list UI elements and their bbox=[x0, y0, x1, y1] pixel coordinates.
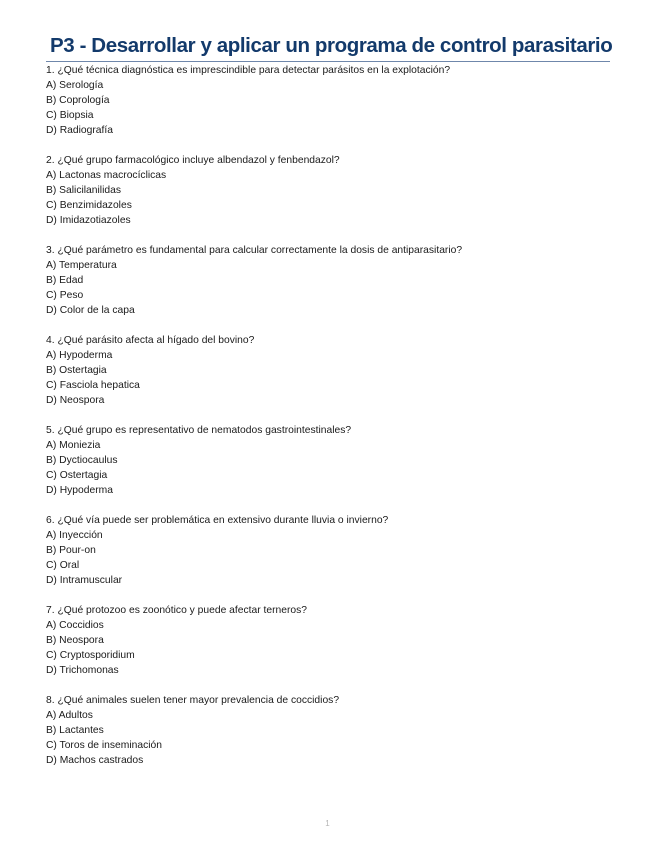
option-a: A) Serología bbox=[46, 80, 104, 91]
option-a: A) Lactonas macrocíclicas bbox=[46, 170, 167, 181]
option-a: A) Adultos bbox=[46, 710, 93, 721]
answer-options bbox=[46, 438, 616, 498]
option-b: B) Coprología bbox=[46, 95, 110, 106]
option-d: D) Machos castrados bbox=[46, 755, 144, 766]
question-text: 8. ¿Qué animales suelen tener mayor prevalencia de coccidios? bbox=[46, 695, 340, 706]
option-c: C) Cryptosporidium bbox=[46, 650, 135, 661]
question-4 bbox=[46, 333, 616, 408]
option-a: A) Hypoderma bbox=[46, 350, 113, 361]
answer-options bbox=[46, 78, 616, 138]
question-text: 6. ¿Qué vía puede ser problemática en extensivo durante lluvia o invierno? bbox=[46, 515, 389, 526]
answer-options bbox=[46, 528, 616, 588]
title-underline bbox=[46, 61, 610, 62]
option-c: C) Benzimidazoles bbox=[46, 200, 132, 211]
option-b: B) Edad bbox=[46, 275, 84, 286]
page-number: 1 bbox=[325, 819, 330, 828]
question-1 bbox=[46, 63, 616, 138]
option-d: D) Color de la capa bbox=[46, 305, 135, 316]
option-a: A) Coccidios bbox=[46, 620, 104, 631]
answer-options bbox=[46, 708, 616, 768]
question-6 bbox=[46, 513, 616, 588]
option-b: B) Neospora bbox=[46, 635, 104, 646]
option-c: C) Ostertagia bbox=[46, 470, 108, 481]
option-a: A) Inyección bbox=[46, 530, 103, 541]
option-d: D) Imidazotiazoles bbox=[46, 215, 131, 226]
question-list bbox=[46, 63, 616, 783]
option-a: A) Temperatura bbox=[46, 260, 117, 271]
option-d: D) Neospora bbox=[46, 395, 105, 406]
question-text: 1. ¿Qué técnica diagnóstica es imprescindible para detectar parásitos en la explotación? bbox=[46, 65, 451, 76]
question-7 bbox=[46, 603, 616, 678]
option-d: D) Intramuscular bbox=[46, 575, 123, 586]
question-text: 4. ¿Qué parásito afecta al hígado del bovino? bbox=[46, 335, 255, 346]
option-c: C) Toros de inseminación bbox=[46, 740, 162, 751]
option-c: C) Oral bbox=[46, 560, 80, 571]
question-5 bbox=[46, 423, 616, 498]
question-3 bbox=[46, 243, 616, 318]
question-text: 7. ¿Qué protozoo es zoonótico y puede afectar terneros? bbox=[46, 605, 308, 616]
answer-options bbox=[46, 168, 616, 228]
question-text: 3. ¿Qué parámetro es fundamental para calcular correctamente la dosis de antiparasitario? bbox=[46, 245, 463, 256]
option-c: C) Peso bbox=[46, 290, 84, 301]
option-d: D) Radiografía bbox=[46, 125, 113, 136]
question-text: 2. ¿Qué grupo farmacológico incluye albendazol y fenbendazol? bbox=[46, 155, 340, 166]
question-2 bbox=[46, 153, 616, 228]
option-b: B) Pour-on bbox=[46, 545, 96, 556]
question-8 bbox=[46, 693, 616, 768]
answer-options bbox=[46, 258, 616, 318]
option-a: A) Moniezia bbox=[46, 440, 101, 451]
option-b: B) Salicilanilidas bbox=[46, 185, 121, 196]
option-c: C) Biopsia bbox=[46, 110, 94, 121]
answer-options bbox=[46, 618, 616, 678]
option-b: B) Dyctiocaulus bbox=[46, 455, 118, 466]
option-b: B) Ostertagia bbox=[46, 365, 107, 376]
page-title: P3 - Desarrollar y aplicar un programa de control parasitario bbox=[50, 34, 613, 57]
option-d: D) Hypoderma bbox=[46, 485, 113, 496]
option-d: D) Trichomonas bbox=[46, 665, 119, 676]
answer-options bbox=[46, 348, 616, 408]
option-c: C) Fasciola hepatica bbox=[46, 380, 140, 391]
question-text: 5. ¿Qué grupo es representativo de nematodos gastrointestinales? bbox=[46, 425, 352, 436]
option-b: B) Lactantes bbox=[46, 725, 104, 736]
